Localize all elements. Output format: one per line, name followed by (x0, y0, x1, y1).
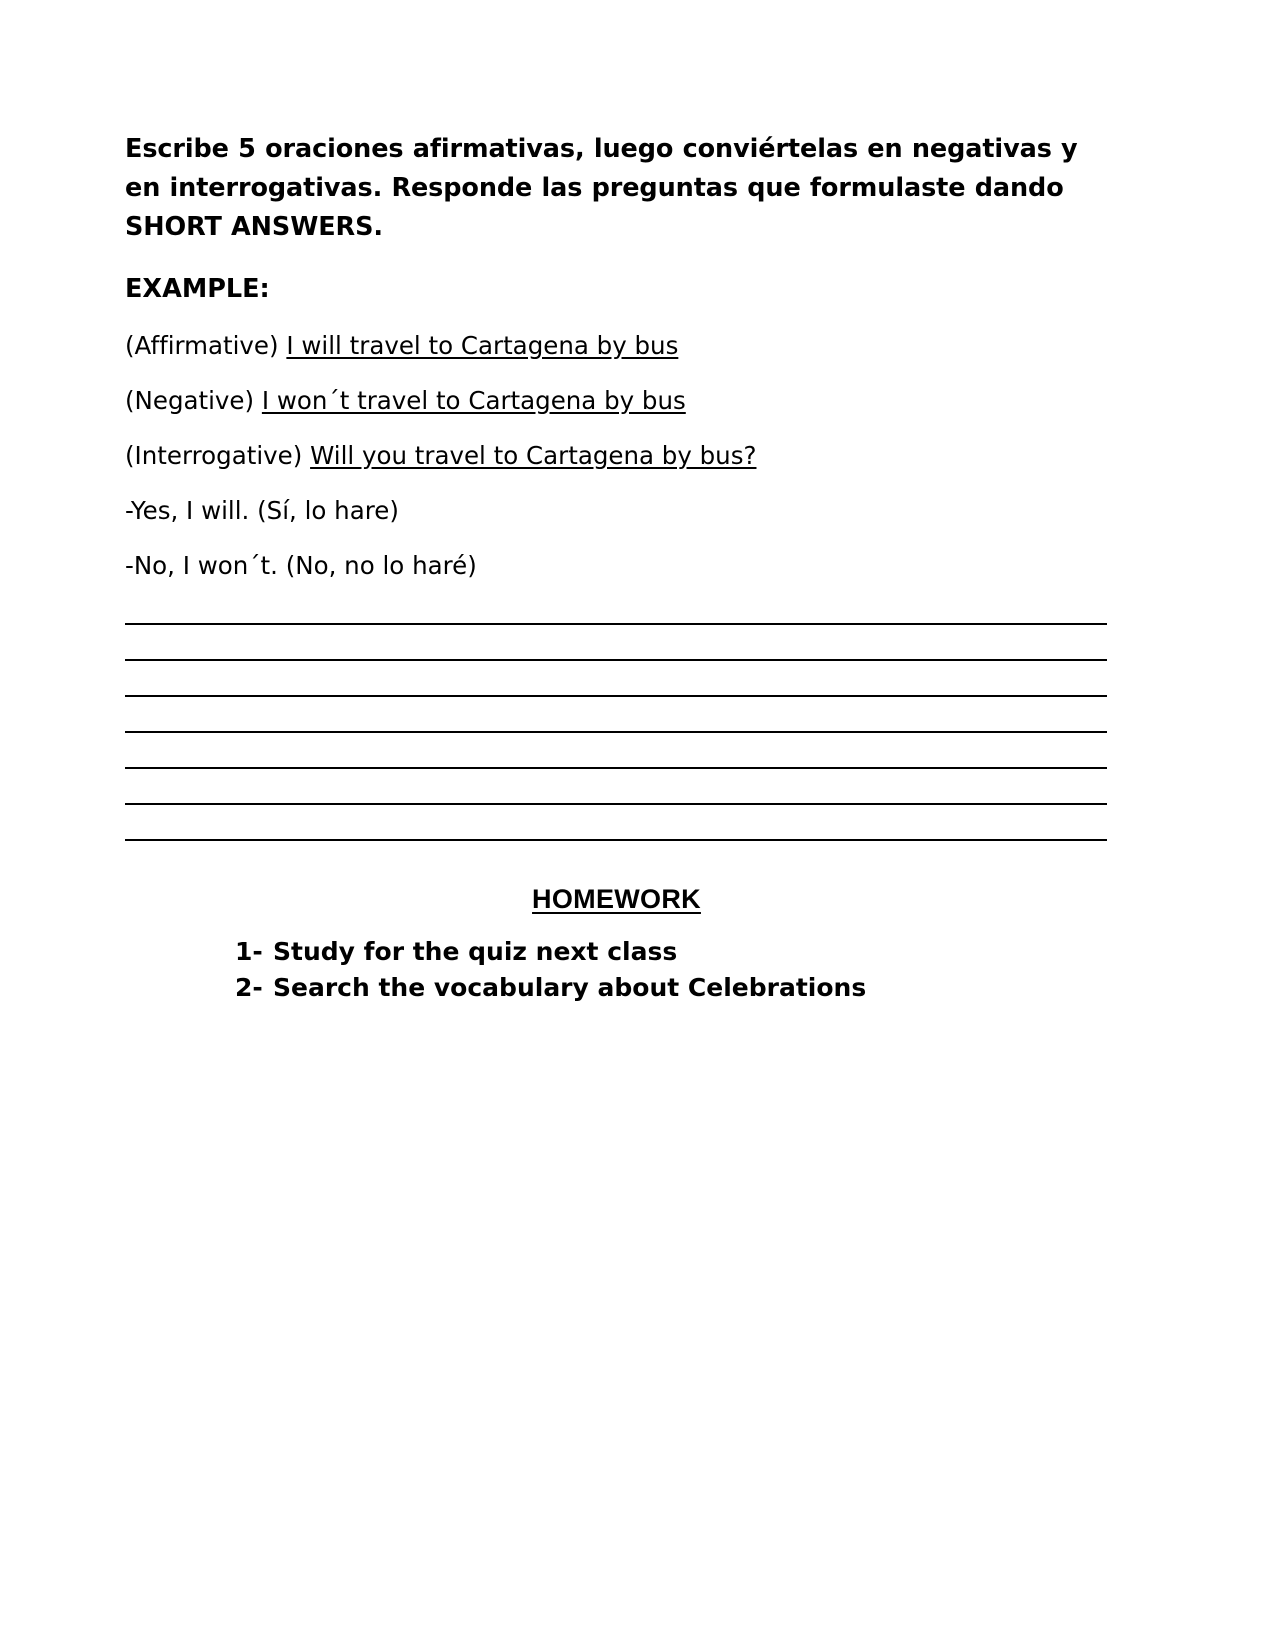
homework-item-text: Study for the quiz next class (273, 937, 678, 966)
example-affirmative-sentence: I will travel to Cartagena by bus (286, 331, 679, 360)
example-negative-line (125, 385, 1108, 417)
answer-line[interactable] (125, 659, 1107, 661)
example-affirmative-tag: (Affirmative) (125, 331, 279, 360)
answer-line[interactable] (125, 623, 1107, 625)
homework-item (125, 970, 1108, 1006)
homework-item-text: Search the vocabulary about Celebrations (273, 973, 867, 1002)
document-body (125, 130, 1108, 1006)
answer-line[interactable] (125, 767, 1107, 769)
example-affirmative-line (125, 330, 1108, 362)
example-negative-tag: (Negative) (125, 386, 255, 415)
homework-item-number: 2- (235, 973, 263, 1002)
answer-line[interactable] (125, 839, 1107, 841)
example-interrogative-line (125, 440, 1108, 472)
example-interrogative-tag: (Interrogative) (125, 441, 303, 470)
homework-list (125, 934, 1108, 1006)
answer-lines-area (125, 623, 1108, 841)
homework-section (125, 883, 1108, 1006)
answer-line[interactable] (125, 731, 1107, 733)
example-label: EXAMPLE: (125, 274, 270, 304)
homework-item-number: 1- (235, 937, 263, 966)
homework-item (125, 934, 1108, 970)
short-answer-yes: -Yes, I will. (Sí, lo hare) (125, 496, 399, 525)
example-negative-sentence: I won´t travel to Cartagena by bus (261, 386, 686, 415)
instructions-paragraph: Escribe 5 oraciones afirmativas, luego conviértelas en negativas y en interrogativas. Responde las preguntas que formulaste dando SHORT ANSWERS. (125, 134, 1078, 242)
answer-line[interactable] (125, 695, 1107, 697)
example-interrogative-sentence: Will you travel to Cartagena by bus? (310, 441, 757, 470)
short-answer-no: -No, I won´t. (No, no lo haré) (125, 551, 477, 580)
homework-title: HOMEWORK (532, 884, 701, 914)
answer-line[interactable] (125, 803, 1107, 805)
